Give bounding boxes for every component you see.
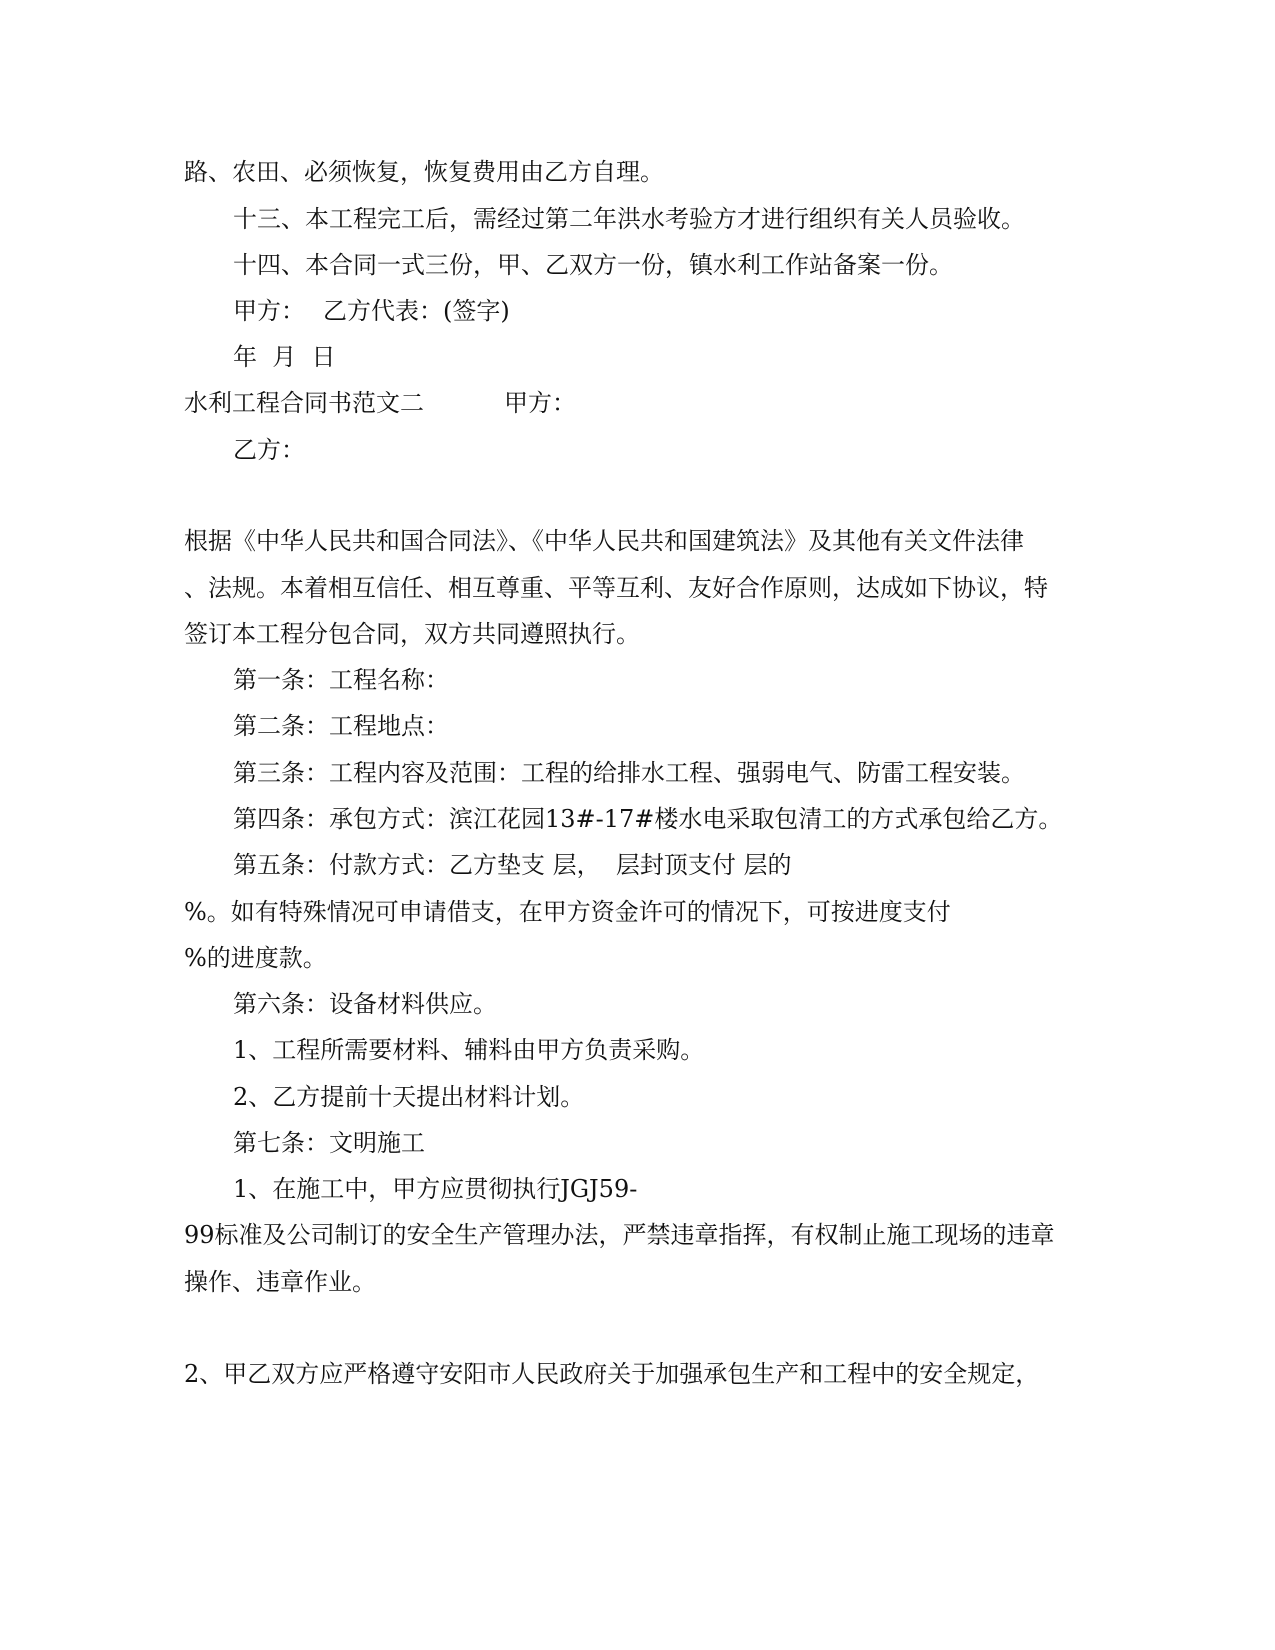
article-7-item: 1、在施工中，甲方应贯彻执行JGJ59- xyxy=(233,1175,638,1203)
article-4: 第四条：承包方式：滨江花园13#-17#楼水电采取包清工的方式承包给乙方。 xyxy=(233,805,1063,833)
clause-13: 十三、本工程完工后，需经过第二年洪水考验方才进行组织有关人员验收。 xyxy=(233,205,1025,233)
article-1: 第一条：工程名称： xyxy=(233,666,449,694)
party-b-label: 乙方： xyxy=(233,436,305,464)
date-line: 年 月 日 xyxy=(233,343,336,371)
text-line: 路、农田、必须恢复，恢复费用由乙方自理。 xyxy=(184,158,664,186)
section-title: 水利工程合同书范文二 xyxy=(184,389,424,417)
article-7-item-cont: 99标准及公司制订的安全生产管理办法，严禁违章指挥，有权制止施工现场的违章 xyxy=(184,1221,1055,1249)
party-a-label: 甲方： xyxy=(504,389,576,417)
sign-party-a: 甲方： xyxy=(233,297,305,325)
sign-party-b: 乙方代表：(签字) xyxy=(323,297,510,325)
article-7: 第七条：文明施工 xyxy=(233,1129,425,1157)
signature-line xyxy=(233,292,510,330)
article-7-item: 2、甲乙双方应严格遵守安阳市人民政府关于加强承包生产和工程中的安全规定， xyxy=(184,1360,1040,1388)
payment-line: %。如有特殊情况可申请借支，在甲方资金许可的情况下，可按进度支付 xyxy=(184,898,951,926)
article-6: 第六条：设备材料供应。 xyxy=(233,990,497,1018)
preamble-line: 、法规。本着相互信任、相互尊重、平等互利、友好合作原则，达成如下协议，特 xyxy=(184,574,1048,602)
article-2: 第二条：工程地点： xyxy=(233,712,449,740)
preamble-line: 根据《中华人民共和国合同法》、《中华人民共和国建筑法》及其他有关文件法律 xyxy=(184,527,1024,555)
clause-14: 十四、本合同一式三份，甲、乙双方一份，镇水利工作站备案一份。 xyxy=(233,251,953,279)
section-title-line xyxy=(184,384,576,422)
payment-line: %的进度款。 xyxy=(184,944,327,972)
article-6-item: 1、工程所需要材料、辅料由甲方负责采购。 xyxy=(233,1036,705,1064)
article-7-item-cont: 操作、违章作业。 xyxy=(184,1268,376,1296)
article-5: 第五条：付款方式：乙方垫支 层， 层封顶支付 层的 xyxy=(233,851,792,879)
article-3: 第三条：工程内容及范围：工程的给排水工程、强弱电气、防雷工程安装。 xyxy=(233,759,1025,787)
article-6-item: 2、乙方提前十天提出材料计划。 xyxy=(233,1083,585,1111)
preamble-line: 签订本工程分包合同，双方共同遵照执行。 xyxy=(184,620,640,648)
